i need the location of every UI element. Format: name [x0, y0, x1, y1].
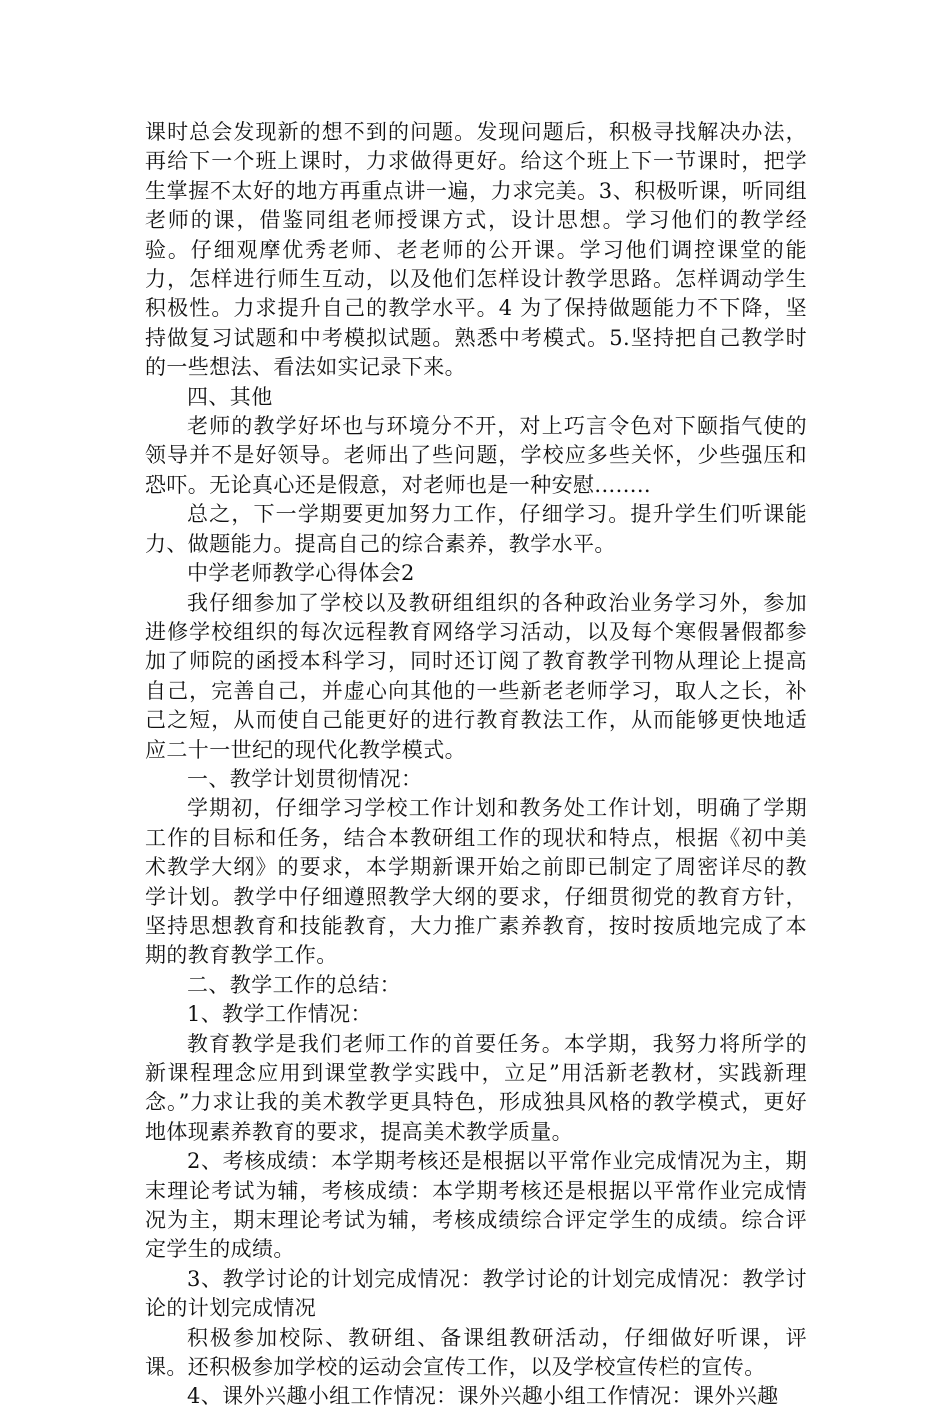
paragraph-teaching-work: 教育教学是我们老师工作的首要任务。本学期，我努力将所学的新课程理念应用到课堂教学实践中，立足”用活新老教材，实践新理念。”力求让我的美术教学更具特色，形成独具风格的教学模式，更好地体现素养教育的要求，提高美术教学质量。	[145, 1031, 807, 1144]
document-body	[145, 118, 807, 1412]
heading-summary: 二、教学工作的总结：	[187, 972, 401, 997]
paragraph-plan: 学期初，仔细学习学校工作计划和教务处工作计划，明确了学期工作的目标和任务，结合本教研组工作的现状和特点，根据《初中美术教学大纲》的要求，本学期新课开始之前即已制定了周密详尽的教学计划。教学中仔细遵照教学大纲的要求，仔细贯彻党的教育方针，坚持思想教育和技能教育，大力推广素养教育，按时按质地完成了本期的教育教学工作。	[145, 796, 807, 968]
heading-other: 四、其他	[187, 384, 273, 409]
heading-plan: 一、教学计划贯彻情况：	[187, 766, 423, 791]
heading-teaching-work: 1、教学工作情况：	[187, 1002, 372, 1027]
paragraph-study: 我仔细参加了学校以及教研组组织的各种政治业务学习外，参加进修学校组织的每次远程教育网络学习活动，以及每个寒假暑假都参加了师院的函授本科学习，同时还订阅了教育教学刊物从理论上提高自己，完善自己，并虚心向其他的一些新老老师学习，取人之长，补己之短，从而使自己能更好的进行教育教法工作，从而能够更快地适应二十一世纪的现代化教学模式。	[145, 590, 807, 762]
section-title: 中学老师教学心得体会2	[187, 561, 415, 586]
paragraph-discussion: 3、教学讨论的计划完成情况：教学讨论的计划完成情况：教学讨论的计划完成情况	[145, 1266, 807, 1321]
paragraph-activities: 积极参加校际、教研组、备课组教研活动，仔细做好听课，评课。还积极参加学校的运动会宣传工作，以及学校宣传栏的宣传。	[145, 1325, 807, 1380]
paragraph-assessment: 2、考核成绩：本学期考核还是根据以平常作业完成情况为主，期末理论考试为辅，考核成绩：本学期考核还是根据以平常作业完成情况为主，期末理论考试为辅，考核成绩综合评定学生的成绩。综合评定学生的成绩。	[145, 1149, 807, 1262]
paragraph-summary: 总之，下一学期要更加努力工作，仔细学习。提升学生们听课能力、做题能力。提高自己的综合素养，教学水平。	[145, 502, 807, 556]
paragraph-interest-groups: 4、课外兴趣小组工作情况：课外兴趣小组工作情况：课外兴趣	[187, 1384, 779, 1409]
paragraph-environment: 老师的教学好坏也与环境分不开，对上巧言令色对下颐指气使的领导并不是好领导。老师出了些问题，学校应多些关怀，少些强压和恐吓。无论真心还是假意，对老师也是一种安慰........	[145, 414, 807, 497]
paragraph-continuation: 课时总会发现新的想不到的问题。发现问题后，积极寻找解决办法，再给下一个班上课时，力求做得更好。给这个班上下一节课时，把学生掌握不太好的地方再重点讲一遍，力求完美。3、积极听课，听同组老师的课，借鉴同组老师授课方式，设计思想。学习他们的教学经验。仔细观摩优秀老师、老老师的公开课。学习他们调控课堂的能力，怎样进行师生互动，以及他们怎样设计教学思路。怎样调动学生积极性。力求提升自己的教学水平。4 为了保持做题能力不下降，坚持做复习试题和中考模拟试题。熟悉中考模式。5.坚持把自己教学时的一些想法、看法如实记录下来。	[145, 120, 807, 380]
